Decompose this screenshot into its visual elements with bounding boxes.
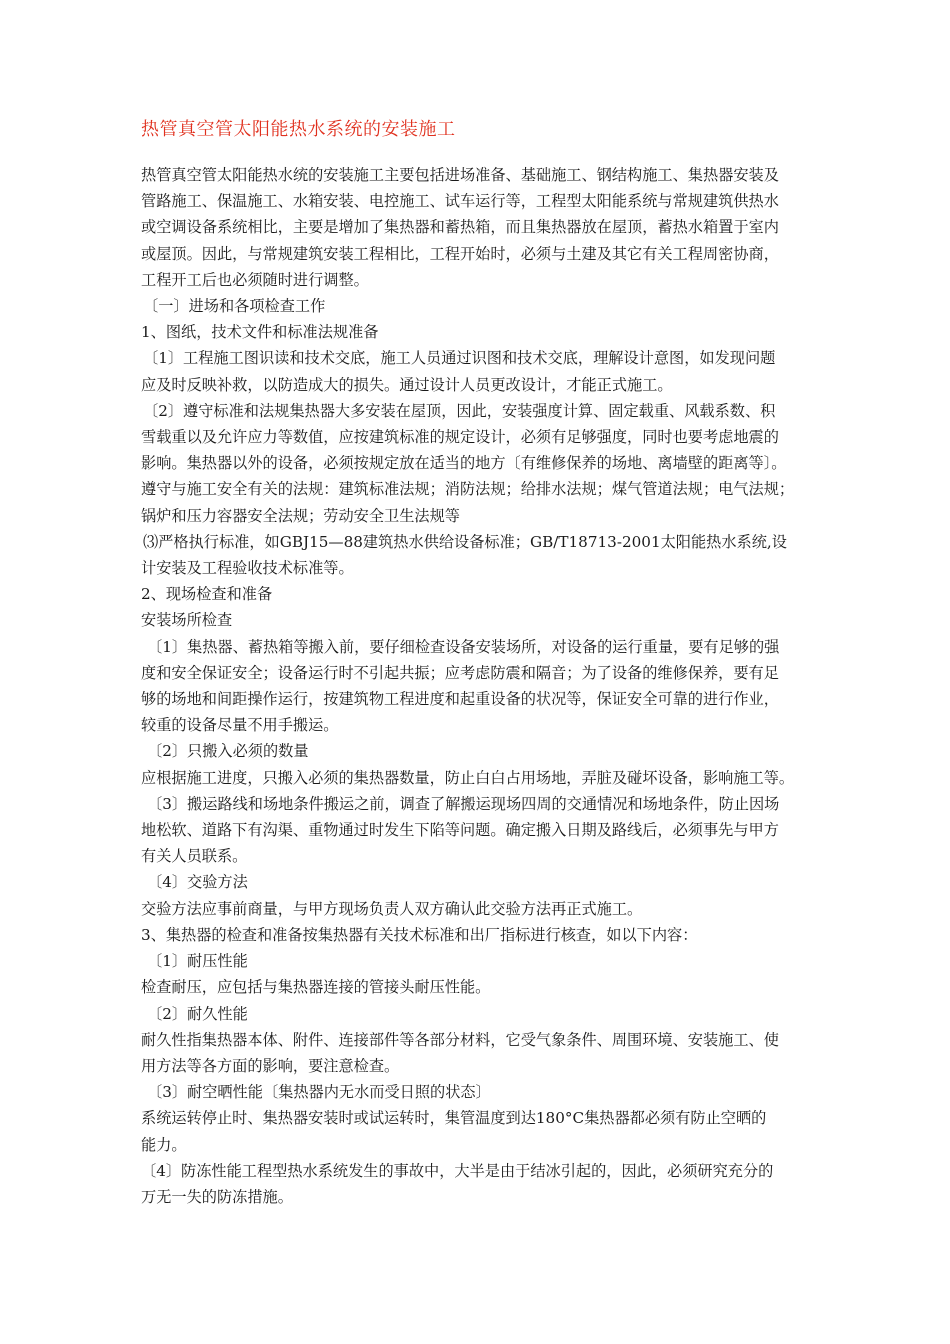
text-line: 够的场地和间距操作运行，按建筑物工程进度和起重设备的状况等，保证安全可靠的进行作业， (141, 690, 779, 709)
text-line: 系统运转停止时、集热器安装时或试运转时，集管温度到达180°C集热器都必须有防止空晒的 (141, 1109, 767, 1128)
text-line: 应根据施工进度，只搬入必须的集热器数量，防止白白占用场地，弄脏及碰坏设备，影响施工等。 (141, 768, 795, 787)
text-line: ⑶严格执行标准，如GBJ15—88建筑热水供给设备标准；GB/T18713-2001太阳能热水系统,设 (143, 532, 787, 551)
text-line: 较重的设备尽量不用手搬运。 (141, 716, 339, 735)
text-line: 或空调设备系统相比，主要是增加了集热器和蓄热箱，而且集热器放在屋顶，蓄热水箱置于室内 (141, 218, 779, 237)
text-line: 安装场所检查 (141, 611, 233, 630)
text-line: 耐久性指集热器本体、附件、连接部件等各部分材料，它受气象条件、周围环境、安装施工、使 (141, 1030, 779, 1049)
text-line: 检查耐压，应包括与集热器连接的管接头耐压性能。 (141, 978, 491, 997)
text-line: 锅炉和压力容器安全法规；劳动安全卫生法规等 (141, 506, 460, 525)
text-line: 影响。集热器以外的设备，必须按规定放在适当的地方〔有维修保养的场地、离墙壁的距离等〕。 (141, 454, 787, 473)
text-line: 雪载重以及允许应力等数值，应按建筑标准的规定设计，必须有足够强度，同时也要考虑地震的 (141, 428, 779, 447)
text-line: 〔3〕耐空晒性能〔集热器内无水而受日照的状态〕 (147, 1083, 491, 1102)
text-line: 〔1〕耐压性能 (147, 952, 248, 971)
text-line: 2、现场检查和准备 (141, 585, 273, 604)
text-line: 热管真空管太阳能热水统的安装施工主要包括进场准备、基础施工、钢结构施工、集热器安装及 (141, 166, 779, 184)
page-title: 热管真空管太阳能热水系统的安装施工 (141, 119, 456, 140)
text-line: 3、集热器的检查和准备按集热器有关技术标准和出厂指标进行核查，如以下内容： (141, 925, 698, 944)
text-line: 〔1〕工程施工图识读和技术交底，施工人员通过识图和技术交底，理解设计意图，如发现问题 (143, 349, 776, 368)
text-line: 地松软、道路下有沟渠、重物通过时发生下陷等问题。确定搬入日期及路线后，必须事先与甲方 (141, 821, 779, 840)
text-line: 或屋顶。因此，与常规建筑安装工程相比，工程开始时，必须与土建及其它有关工程周密协商， (141, 244, 779, 263)
text-line: 〔4〕防冻性能工程型热水系统发生的事故中，大半是由于结冰引起的，因此，必须研究充分的 (141, 1161, 774, 1180)
text-line: 〔2〕只搬入必须的数量 (147, 742, 309, 761)
text-line: 〔3〕搬运路线和场地条件搬运之前，调查了解搬运现场四周的交通情况和场地条件，防止因场 (147, 794, 780, 813)
document-body (141, 162, 831, 1210)
text-line: 计安装及工程验收技术标准等。 (141, 559, 354, 578)
text-line: 度和安全保证安全；设备运行时不引起共振；应考虑防震和隔音；为了设备的维修保养，要有足 (141, 663, 779, 682)
text-line: 应及时反映补救，以防造成大的损失。通过设计人员更改设计，才能正式施工。 (141, 375, 673, 394)
text-line: 工程开工后也必须随时进行调整。 (141, 270, 369, 289)
text-line: 〔2〕耐久性能 (147, 1004, 248, 1023)
text-line: 〔2〕遵守标准和法规集热器大多安装在屋顶，因此，安装强度计算、固定载重、风载系数、积 (143, 401, 776, 420)
text-line: 交验方法应事前商量，与甲方现场负责人双方确认此交验方法再正式施工。 (141, 899, 643, 918)
text-line: 用方法等各方面的影响，要注意检查。 (141, 1056, 400, 1075)
text-line: 〔一〕进场和各项检查工作 (143, 297, 326, 316)
text-line: 〔4〕交验方法 (147, 873, 248, 892)
text-line: 1、图纸，技术文件和标准法规准备 (141, 323, 379, 342)
text-line: 能力。 (141, 1135, 187, 1154)
text-line: 遵守与施工安全有关的法规：建筑标准法规；消防法规；给排水法规；煤气管道法规；电气法规； (141, 480, 795, 499)
text-line: 〔1〕集热器、蓄热箱等搬入前，要仔细检查设备安装场所，对设备的运行重量，要有足够的强 (147, 637, 780, 656)
text-line: 管路施工、保温施工、水箱安装、电控施工、试车运行等，工程型太阳能系统与常规建筑供热水 (141, 192, 779, 211)
text-line: 万无一失的防冻措施。 (141, 1187, 293, 1206)
text-line: 有关人员联系。 (141, 847, 248, 866)
